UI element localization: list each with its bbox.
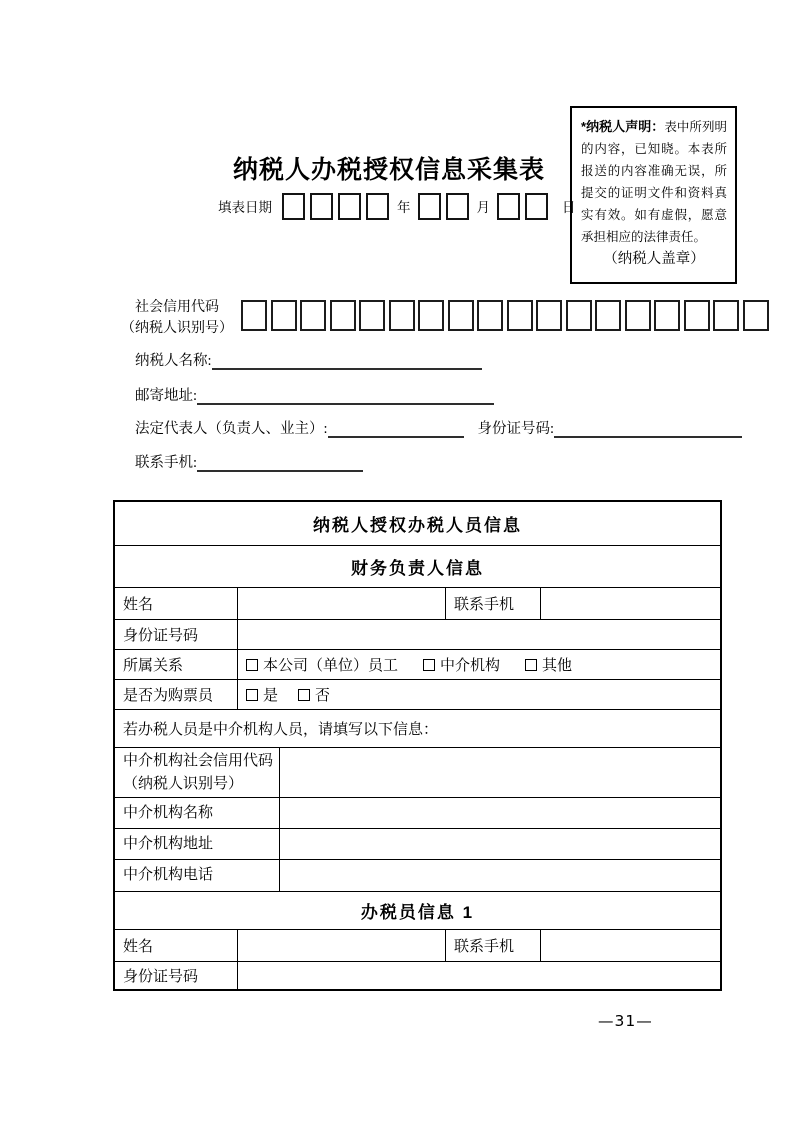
day-digit-box[interactable] [497, 193, 520, 220]
legal-representative-input-line[interactable] [328, 435, 464, 438]
clerk1-id-label: 身份证号码 [123, 969, 199, 985]
finance-id-input-cell[interactable] [237, 620, 720, 649]
agency-note: 若办税人员是中介机构人员，请填写以下信息： [123, 722, 439, 738]
credit-code-digit-box[interactable] [713, 300, 739, 331]
table-row [115, 929, 720, 961]
agency-name-label: 中介机构名称 [123, 804, 214, 821]
clerk1-name-input-cell[interactable] [237, 930, 445, 961]
finance-id-label: 身份证号码 [123, 628, 199, 644]
contact-phone-line [135, 452, 363, 472]
ticket-buyer-options-cell [237, 680, 720, 709]
finance-name-input-cell[interactable] [237, 588, 445, 619]
credit-code-digit-box[interactable] [684, 300, 710, 331]
fill-date-label: 填表日期 [218, 200, 272, 215]
declaration-lead: *纳税人声明： [581, 119, 665, 134]
table-row [115, 797, 720, 828]
credit-code-digit-box[interactable] [330, 300, 356, 331]
table-row [115, 649, 720, 679]
table-row [115, 679, 720, 709]
relation-label: 所属关系 [123, 658, 184, 674]
year-digit-box[interactable] [282, 193, 305, 220]
finance-mobile-label: 联系手机 [445, 588, 540, 619]
year-digit-box[interactable] [338, 193, 361, 220]
legal-representative-label: 法定代表人（负责人、业主）: [135, 421, 328, 437]
year-digit-box[interactable] [310, 193, 333, 220]
contact-phone-input-line[interactable] [197, 469, 363, 472]
taxpayer-stamp-note: （纳税人盖章） [603, 251, 705, 267]
month-digit-box[interactable] [418, 193, 441, 220]
relation-option-other: 其他 [525, 654, 572, 675]
contact-phone-label: 联系手机: [135, 455, 198, 471]
year-digit-box[interactable] [366, 193, 389, 220]
checkbox-yes[interactable] [246, 689, 258, 701]
relation-options-cell [237, 650, 720, 679]
checkbox-no[interactable] [298, 689, 310, 701]
fill-date-row [218, 191, 583, 221]
credit-code-digit-box[interactable] [536, 300, 562, 331]
relation-option-agency: 中介机构 [423, 654, 500, 675]
checkbox-other[interactable] [525, 659, 537, 671]
taxpayer-name-input-line[interactable] [212, 367, 482, 370]
id-number-input-line[interactable] [554, 435, 742, 438]
table-row [115, 961, 720, 989]
id-number-label: 身份证号码: [477, 421, 555, 437]
table-row [115, 859, 720, 891]
month-digit-box[interactable] [446, 193, 469, 220]
table-row [115, 619, 720, 649]
mailing-address-input-line[interactable] [197, 402, 494, 405]
ticket-buyer-label: 是否为购票员 [123, 688, 214, 704]
credit-code-digit-box[interactable] [477, 300, 503, 331]
ticket-option-no: 否 [298, 684, 330, 705]
credit-code-digit-box[interactable] [389, 300, 415, 331]
credit-code-digit-box[interactable] [359, 300, 385, 331]
page-title: 纳税人办税授权信息采集表 [233, 156, 546, 184]
credit-code-digit-box[interactable] [418, 300, 444, 331]
credit-code-digit-box[interactable] [595, 300, 621, 331]
section-title-finance: 财务负责人信息 [351, 559, 484, 578]
credit-code-digit-box[interactable] [625, 300, 651, 331]
declaration-body: 表中所列明的内容，已知晓。本表所报送的内容准确无误，所提交的证明文件和资料真实有效。如有虚假，愿意承担相应的法律责任。 [581, 120, 727, 244]
mailing-address-label: 邮寄地址: [135, 388, 198, 404]
finance-name-label: 姓名 [123, 597, 154, 613]
table-row [115, 828, 720, 859]
clerk1-mobile-label: 联系手机 [445, 930, 540, 961]
ticket-option-yes: 是 [246, 684, 278, 705]
month-suffix-label: 月 [476, 200, 490, 215]
table-row [115, 747, 720, 797]
agency-phone-input-cell[interactable] [279, 860, 720, 891]
finance-mobile-input-cell[interactable] [540, 588, 720, 619]
legal-representative-line [135, 418, 742, 438]
day-digit-box[interactable] [525, 193, 548, 220]
table-row [115, 587, 720, 619]
credit-code-digit-box[interactable] [743, 300, 769, 331]
section-title-authorized: 纳税人授权办税人员信息 [313, 516, 522, 535]
taxpayer-name-line [135, 350, 482, 370]
authorized-personnel-table [113, 500, 722, 991]
credit-code-digit-box[interactable] [271, 300, 297, 331]
day-suffix-label: 日 [562, 200, 576, 215]
clerk1-id-input-cell[interactable] [237, 962, 720, 989]
credit-code-digit-box[interactable] [300, 300, 326, 331]
credit-code-digit-box[interactable] [654, 300, 680, 331]
agency-name-input-cell[interactable] [279, 798, 720, 828]
agency-credit-code-label: 中介机构社会信用代码（纳税人识别号） [123, 752, 274, 792]
taxpayer-declaration-box [570, 106, 737, 284]
credit-code-digit-box[interactable] [448, 300, 474, 331]
agency-phone-label: 中介机构电话 [123, 867, 214, 883]
table-row [115, 502, 720, 545]
taxpayer-name-label: 纳税人名称: [135, 353, 212, 369]
agency-credit-code-input-cell[interactable] [279, 748, 720, 797]
credit-code-boxes [241, 300, 769, 331]
mailing-address-line [135, 385, 494, 405]
page-number: —31— [598, 1012, 653, 1030]
checkbox-agency[interactable] [423, 659, 435, 671]
checkbox-employee[interactable] [246, 659, 258, 671]
credit-code-digit-box[interactable] [241, 300, 267, 331]
clerk1-mobile-input-cell[interactable] [540, 930, 720, 961]
credit-code-digit-box[interactable] [566, 300, 592, 331]
agency-address-input-cell[interactable] [279, 829, 720, 859]
credit-code-digit-box[interactable] [507, 300, 533, 331]
clerk1-name-label: 姓名 [123, 939, 154, 955]
year-suffix-label: 年 [397, 200, 411, 215]
credit-code-label: 社会信用代码 （纳税人识别号） [121, 300, 233, 336]
table-row [115, 891, 720, 929]
relation-option-employee: 本公司（单位）员工 [246, 654, 398, 675]
declaration-text [581, 116, 727, 248]
table-row [115, 545, 720, 587]
table-row [115, 709, 720, 747]
agency-address-label: 中介机构地址 [123, 835, 214, 852]
section-title-clerk1: 办税员信息 1 [360, 903, 475, 922]
